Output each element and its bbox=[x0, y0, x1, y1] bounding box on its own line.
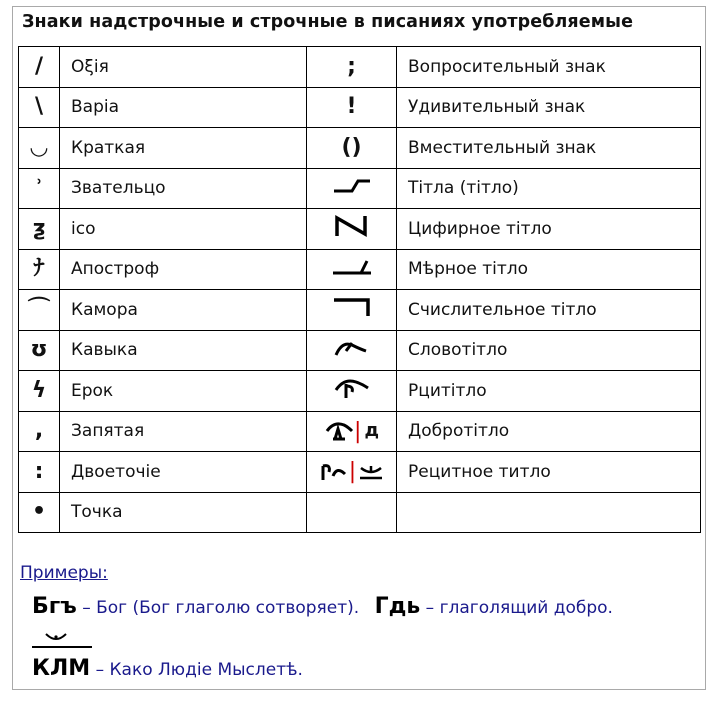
sign-name: Рцитітло bbox=[397, 371, 701, 412]
example-3 bbox=[32, 656, 303, 681]
abbreviation-bog: Бгъ bbox=[32, 594, 77, 619]
examples-heading: Примеры: bbox=[20, 563, 108, 583]
sign-name: Краткая bbox=[60, 128, 307, 169]
signs-table bbox=[18, 46, 701, 533]
exclamation-mark-icon: ! bbox=[346, 94, 357, 120]
sign-name: Варіа bbox=[60, 87, 307, 128]
sign-name: Ерок bbox=[60, 371, 307, 412]
sign-name: Мѣрное тітло bbox=[397, 249, 701, 290]
example-1-text: – Бог (Бог глаголю сотворяет). bbox=[82, 598, 360, 618]
sign-name bbox=[397, 492, 701, 533]
apostrophe-mark-icon: ﾅ bbox=[33, 256, 45, 282]
numeric-titlo-icon bbox=[333, 214, 371, 238]
measure-titlo-icon bbox=[331, 257, 373, 277]
sign-name: ісо bbox=[60, 209, 307, 250]
comma-mark-icon: , bbox=[34, 418, 44, 444]
dobro-letter: д bbox=[364, 420, 379, 442]
table-row bbox=[19, 411, 701, 452]
sign-name: Словотітло bbox=[397, 330, 701, 371]
sign-name: Цифирное тітло bbox=[397, 209, 701, 250]
slovotitlo-icon bbox=[332, 337, 372, 359]
recitnoe-titlo-icon bbox=[319, 460, 349, 484]
sign-name: Двоеточіе bbox=[60, 452, 307, 493]
dobrotitlo-icon bbox=[324, 419, 354, 443]
sign-name: Добротітло bbox=[397, 411, 701, 452]
example-3-overmark bbox=[30, 630, 94, 654]
table-row bbox=[19, 371, 701, 412]
divider-mark: | bbox=[354, 418, 362, 444]
table-row bbox=[19, 128, 701, 169]
sign-name: Камора bbox=[60, 290, 307, 331]
sign-name: Вместительный знак bbox=[397, 128, 701, 169]
sign-name: Оξія bbox=[60, 47, 307, 88]
counting-titlo-icon bbox=[332, 296, 372, 318]
sign-name: Запятая bbox=[60, 411, 307, 452]
sign-name: Удивительный знак bbox=[397, 87, 701, 128]
table-row bbox=[19, 47, 701, 88]
table-row bbox=[19, 209, 701, 250]
kavyka-mark-icon: ʊ bbox=[30, 337, 48, 363]
erok-mark-icon: ϟ bbox=[31, 377, 47, 403]
example-1 bbox=[32, 594, 613, 619]
parentheses-icon: () bbox=[341, 134, 362, 160]
sign-name: Апостроф bbox=[60, 249, 307, 290]
varia-mark-icon: \ bbox=[34, 94, 44, 120]
table-row bbox=[19, 452, 701, 493]
sign-name: Тітла (тітло) bbox=[397, 168, 701, 209]
sign-name: Точка bbox=[60, 492, 307, 533]
abbreviation-gd: Гдь bbox=[374, 594, 421, 619]
oxia-mark-icon: / bbox=[34, 53, 44, 79]
sign-name: Вопросительный знак bbox=[397, 47, 701, 88]
table-row bbox=[19, 168, 701, 209]
period-mark-icon: • bbox=[31, 499, 47, 525]
zvatelco-mark-icon: ʾ bbox=[35, 175, 43, 200]
sign-name: Рецитное титло bbox=[397, 452, 701, 493]
question-mark-icon: ; bbox=[347, 53, 356, 79]
colon-mark-icon: : bbox=[34, 458, 44, 484]
example-3-text: – Како Людіе Мыслетѣ. bbox=[95, 660, 303, 680]
recitnoe-variant-icon bbox=[358, 462, 384, 482]
page-title: Знаки надстрочные и строчные в писаниях употребляемые bbox=[22, 12, 634, 32]
sign-name: Звательцо bbox=[60, 168, 307, 209]
kamora-mark-icon: ⌒ bbox=[27, 296, 50, 322]
iso-mark-icon: ƺ bbox=[32, 215, 46, 241]
divider-mark: | bbox=[348, 459, 357, 485]
titlo-icon bbox=[332, 175, 372, 197]
table-row bbox=[19, 330, 701, 371]
table-row bbox=[19, 492, 701, 533]
table-row bbox=[19, 290, 701, 331]
table-row bbox=[19, 249, 701, 290]
table-row bbox=[19, 87, 701, 128]
abbreviation-klm: КЛМ bbox=[32, 656, 91, 681]
sign-name: Счислительное тітло bbox=[397, 290, 701, 331]
sign-name: Кавыка bbox=[60, 330, 307, 371]
titlo-overmark-icon bbox=[30, 630, 94, 650]
rcititlo-icon bbox=[332, 376, 372, 400]
example-2-text: – глаголящий добро. bbox=[425, 598, 613, 618]
breve-mark-icon: ◡ bbox=[30, 134, 48, 160]
